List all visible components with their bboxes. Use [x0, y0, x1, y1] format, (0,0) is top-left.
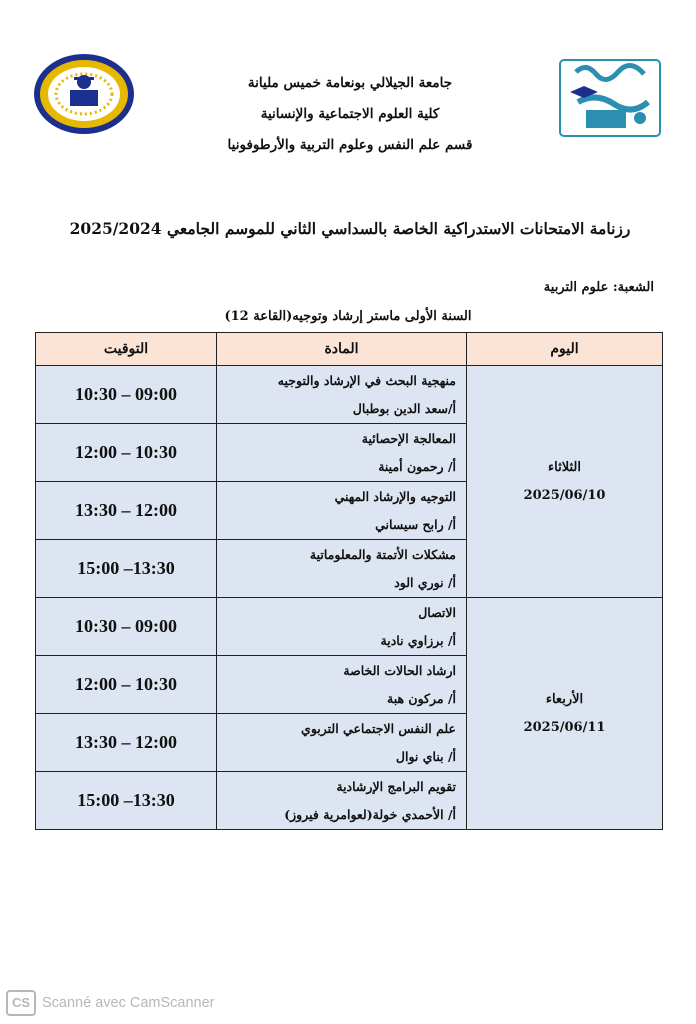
subject-cell [217, 772, 467, 830]
time-cell: 12:00 – 10:30 [36, 656, 217, 714]
header-time: التوقيت [36, 333, 217, 366]
time-cell: 15:00 –13:30 [36, 772, 217, 830]
time-cell: 15:00 –13:30 [36, 540, 217, 598]
table-header-row [36, 333, 663, 366]
subject-cell [217, 598, 467, 656]
teacher-name: أ/سعد الدين بوطبال [352, 400, 456, 416]
time-cell: 12:00 – 10:30 [36, 424, 217, 482]
faculty-name: كلية العلوم الاجتماعية والإنسانية [260, 106, 440, 122]
university-logo [556, 52, 664, 140]
teacher-name: أ/ رابح سيساني [375, 516, 456, 532]
time-cell: 13:30 – 12:00 [36, 714, 217, 772]
table-row [36, 598, 663, 656]
subject-cell [217, 540, 467, 598]
subject-name: ارشاد الحالات الخاصة [343, 662, 456, 678]
teacher-name: أ/ بناي نوال [395, 748, 456, 764]
faculty-seal-logo [32, 52, 136, 136]
subject-cell [217, 714, 467, 772]
teacher-name: أ/ نوري الود [394, 574, 456, 590]
day-date: 2025/06/10 [523, 487, 606, 503]
time-cell: 10:30 – 09:00 [36, 598, 217, 656]
camscanner-watermark [6, 990, 215, 1016]
table-row [36, 366, 663, 424]
header-subject: المادة [217, 333, 467, 366]
exam-schedule-table [35, 332, 663, 830]
watermark-text: Scanné avec CamScanner [42, 995, 215, 1011]
subject-name: مشكلات الأتمتة والمعلوماتية [309, 546, 456, 562]
subject-name: علم النفس الاجتماعي التربوي [301, 720, 456, 736]
level-label: السنة الأولى ماستر إرشاد وتوجيه(القاعة 12) [224, 309, 472, 324]
time-cell: 10:30 – 09:00 [36, 366, 217, 424]
subject-cell [217, 656, 467, 714]
subject-name: المعالجة الإحصائية [361, 430, 456, 446]
teacher-name: أ/ رحمون أمينة [378, 458, 456, 474]
subject-cell [217, 482, 467, 540]
camscanner-icon: CS [6, 990, 36, 1016]
day-name: الثلاثاء [548, 459, 581, 475]
day-date: 2025/06/11 [523, 719, 606, 735]
day-cell [467, 366, 663, 598]
time-cell: 13:30 – 12:00 [36, 482, 217, 540]
subject-name: الاتصال [418, 604, 456, 620]
teacher-name: أ/ الأحمدي خولة(لعوامرية فيروز) [284, 806, 456, 822]
teacher-name: أ/ برزاوي نادية [380, 632, 456, 648]
subject-cell [217, 366, 467, 424]
day-name: الأربعاء [545, 691, 584, 707]
branch-label: الشعبة: علوم التربية [543, 280, 654, 295]
institution-header [210, 68, 490, 161]
subject-name: التوجيه والإرشاد المهني [334, 488, 456, 504]
university-name: جامعة الجيلالي بونعامة خميس مليانة [247, 75, 453, 91]
day-cell [467, 598, 663, 830]
header-day: اليوم [467, 333, 663, 366]
document-title: رزنامة الامتحانات الاستدراكية الخاصة بالسداسي الثاني للموسم الجامعي 2025/2024 [69, 219, 631, 238]
subject-cell [217, 424, 467, 482]
department-name: قسم علم النفس وعلوم التربية والأرطوفونيا [227, 137, 473, 153]
subject-name: منهجية البحث في الإرشاد والتوجيه [277, 372, 456, 388]
subject-name: تقويم البرامج الإرشادية [336, 778, 456, 794]
teacher-name: أ/ مركون هبة [387, 690, 456, 706]
